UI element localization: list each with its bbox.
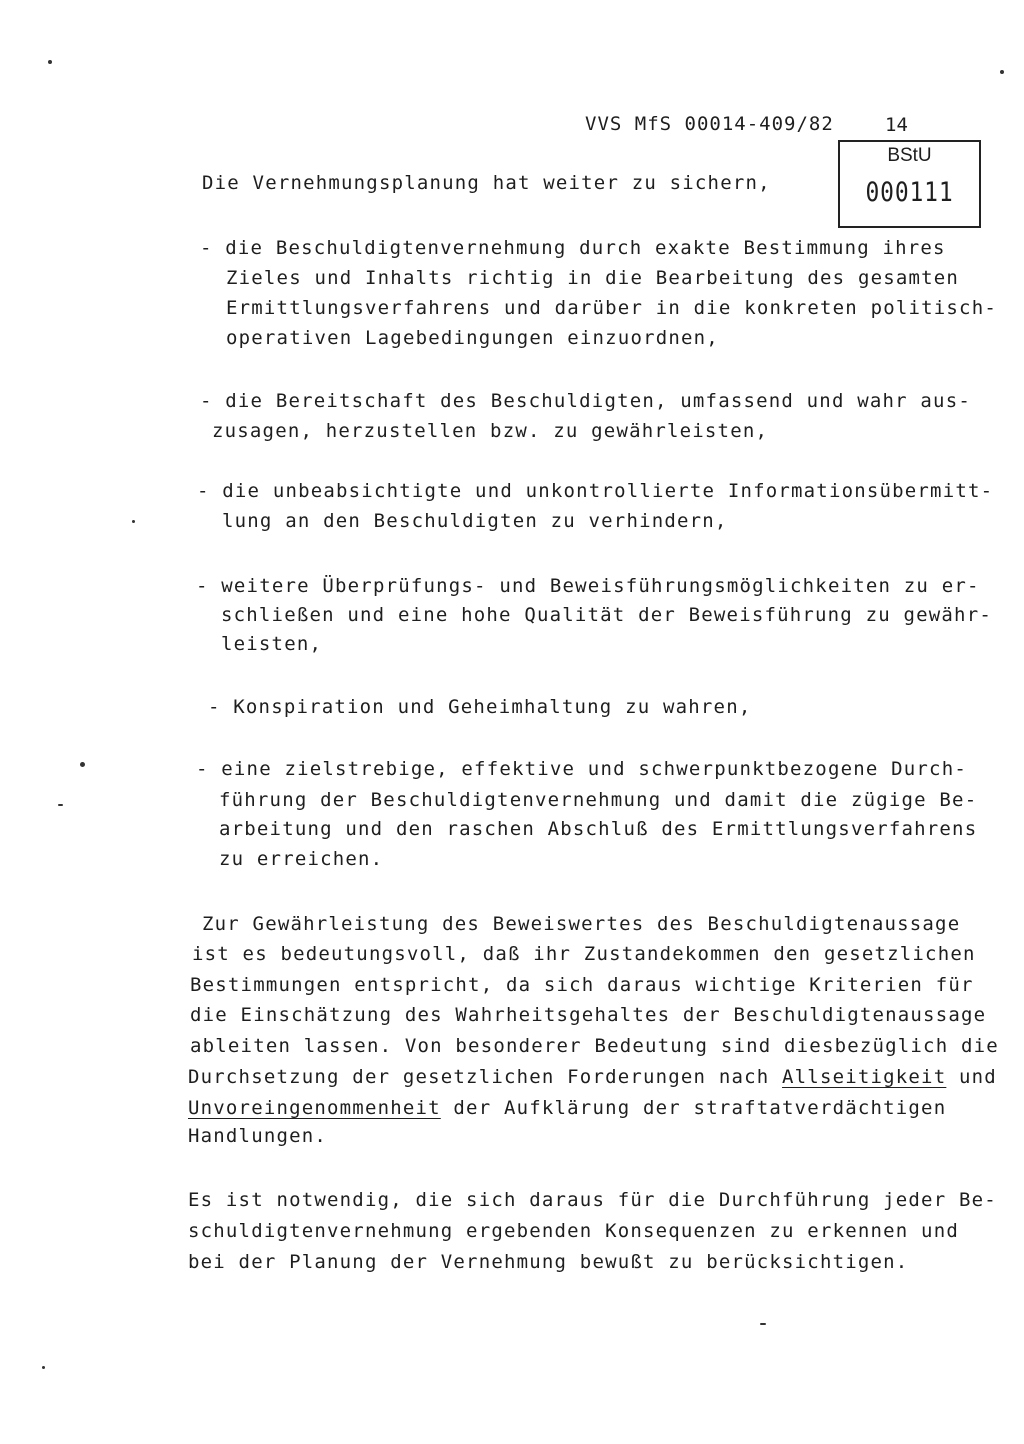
scan-speck xyxy=(42,1366,45,1369)
bullet-6-line: führung der Beschuldigtenvernehmung und damit die zügige Be- xyxy=(219,789,978,811)
document-reference: VVS MfS 00014-409/82 xyxy=(585,113,834,135)
paragraph-1-line: ableiten lassen. Von besonderer Bedeutung sind diesbezüglich die xyxy=(190,1035,999,1057)
bullet-2-line: - die Bereitschaft des Beschuldigten, umfassend und wahr aus- xyxy=(200,390,971,412)
scan-speck xyxy=(48,60,52,64)
bullet-1-line: - die Beschuldigtenvernehmung durch exakte Bestimmung ihres xyxy=(200,237,946,259)
bullet-3-line: lung an den Beschuldigten zu verhindern, xyxy=(222,510,728,532)
paragraph-1-text: Durchsetzung der gesetzlichen Forderungen nach xyxy=(188,1066,783,1088)
paragraph-2-line: bei der Planung der Vernehmung bewußt zu berücksichtigen. xyxy=(188,1251,909,1273)
paragraph-1-line: ist es bedeutungsvoll, daß ihr Zustandekommen den gesetzlichen xyxy=(192,943,976,965)
page-number: 14 xyxy=(885,114,908,136)
bullet-2-line: zusagen, herzustellen bzw. zu gewährleisten, xyxy=(212,420,769,442)
scan-speck xyxy=(58,804,63,806)
paragraph-1-line: die Einschätzung des Wahrheitsgehaltes der Beschuldigtenaussage xyxy=(190,1004,987,1026)
bullet-4-line: - weitere Überprüfungs- und Beweisführungsmöglichkeiten zu er- xyxy=(196,575,980,597)
bullet-3-line: - die unbeabsichtigte und unkontrollierte Informationsübermitt- xyxy=(197,480,994,502)
paragraph-1-text: und xyxy=(946,1066,997,1088)
scan-speck xyxy=(760,1323,766,1325)
paragraph-1-line xyxy=(188,1093,946,1123)
paragraph-1-line: Bestimmungen entspricht, da sich daraus wichtige Kriterien für xyxy=(190,974,974,996)
bullet-4-line: leisten, xyxy=(221,633,323,655)
bullet-1-line: Zieles und Inhalts richtig in die Bearbeitung des gesamten xyxy=(226,267,960,289)
bullet-6-line: - eine zielstrebige, effektive und schwerpunktbezogene Durch- xyxy=(196,758,967,780)
bullet-1-line: operativen Lagebedingungen einzuordnen, xyxy=(226,327,719,349)
stamp-title: BStU xyxy=(887,145,932,166)
stamp-number: 000111 xyxy=(865,177,954,208)
bullet-4-line: schließen und eine hohe Qualität der Beweisführung zu gewähr- xyxy=(221,604,992,626)
underlined-term-unvoreingenommenheit: Unvoreingenommenheit xyxy=(188,1097,441,1119)
paragraph-1-line: Zur Gewährleistung des Beweiswertes des Beschuldigtenaussage xyxy=(202,913,961,935)
bullet-5-line: - Konspiration und Geheimhaltung zu wahren, xyxy=(208,696,752,718)
paragraph-1-line xyxy=(188,1062,997,1092)
scan-speck xyxy=(80,762,85,767)
bullet-1-line: Ermittlungsverfahrens und darüber in die konkreten politisch- xyxy=(226,297,997,319)
archive-stamp xyxy=(838,140,981,228)
paragraph-1-text: der Aufklärung der straftatverdächtigen xyxy=(440,1097,947,1119)
bullet-6-line: arbeitung und den raschen Abschluß des Ermittlungsverfahrens xyxy=(219,818,978,840)
scan-speck xyxy=(132,520,135,523)
intro-line: Die Vernehmungsplanung hat weiter zu sichern, xyxy=(202,172,771,194)
bullet-6-line: zu erreichen. xyxy=(219,848,384,870)
paragraph-2-line: schuldigtenvernehmung ergebenden Konsequenzen zu erkennen und xyxy=(188,1220,959,1242)
paragraph-1-line: Handlungen. xyxy=(188,1125,328,1147)
paragraph-2-line: Es ist notwendig, die sich daraus für die Durchführung jeder Be- xyxy=(188,1189,997,1211)
scan-speck xyxy=(1000,70,1004,74)
underlined-term-allseitigkeit: Allseitigkeit xyxy=(782,1066,947,1088)
